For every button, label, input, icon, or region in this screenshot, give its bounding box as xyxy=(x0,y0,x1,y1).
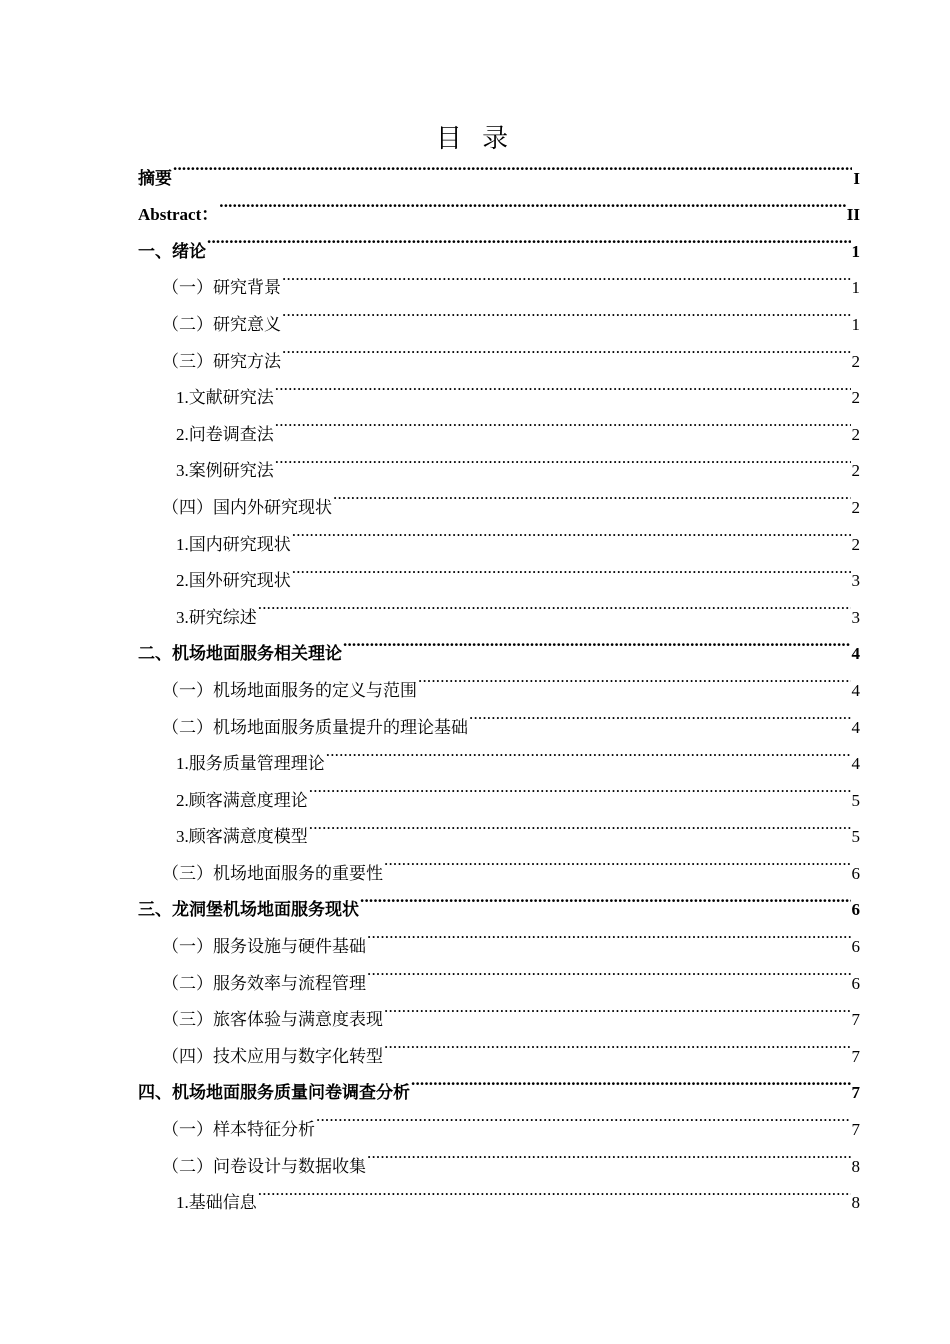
dot-leader xyxy=(333,476,851,513)
dot-leader xyxy=(275,403,851,440)
toc-entry-label: 3.顾客满意度模型 xyxy=(176,827,308,847)
toc-entry-page-number: 6 xyxy=(851,973,860,993)
dot-leader xyxy=(292,550,851,587)
toc-entry-label: 三、龙洞堡机场地面服务现状 xyxy=(138,900,359,920)
toc-title: 目 录 xyxy=(435,124,515,154)
toc-entry-label: Abstract： xyxy=(138,205,219,225)
toc-entry-page-number: 3 xyxy=(851,607,860,627)
toc-entry-page-number: 2 xyxy=(851,424,860,444)
toc-entry-page-number: 7 xyxy=(851,1120,860,1140)
toc-entry-label: 2.问卷调查法 xyxy=(176,424,274,444)
dot-leader xyxy=(343,623,851,660)
toc-entry-page-number: 7 xyxy=(851,1046,860,1066)
toc-entry-label: 1.服务质量管理理论 xyxy=(176,754,325,774)
toc-entry[interactable] xyxy=(138,184,860,225)
toc-entry-label: 2.国外研究现状 xyxy=(176,571,291,591)
toc-entry-page-number: 2 xyxy=(851,388,860,408)
toc-entry-page-number: 4 xyxy=(851,754,860,774)
toc-entry-page-number: 4 xyxy=(851,644,860,664)
toc-entry-page-number: 5 xyxy=(851,790,860,810)
toc-entry[interactable] xyxy=(138,257,860,298)
dot-leader xyxy=(418,659,851,696)
dot-leader xyxy=(309,769,851,806)
dot-leader xyxy=(367,915,851,952)
dot-leader xyxy=(292,513,851,550)
toc-entry-label: （三）机场地面服务的重要性 xyxy=(162,863,383,883)
toc-entry-label: （三）研究方法 xyxy=(162,351,281,371)
dot-leader xyxy=(207,220,851,257)
dot-leader xyxy=(367,952,851,989)
dot-leader xyxy=(384,989,851,1026)
toc-entry-page-number: 1 xyxy=(851,241,860,261)
dot-leader xyxy=(316,1098,851,1135)
toc-entry-page-number: I xyxy=(853,168,860,188)
toc-entry-label: （一）样本特征分析 xyxy=(162,1120,315,1140)
dot-leader xyxy=(275,367,851,404)
dot-leader xyxy=(282,257,851,294)
toc-entry-page-number: 4 xyxy=(851,717,860,737)
toc-entry-label: （二）服务效率与流程管理 xyxy=(162,973,366,993)
toc-entry-label: 2.顾客满意度理论 xyxy=(176,790,308,810)
toc-entry-page-number: 1 xyxy=(851,314,860,334)
dot-leader xyxy=(275,440,851,477)
toc-entry-label: （四）技术应用与数字化转型 xyxy=(162,1046,383,1066)
toc-entry[interactable] xyxy=(138,220,860,261)
toc-entry-page-number: 3 xyxy=(851,571,860,591)
dot-leader xyxy=(384,1025,851,1062)
dot-leader xyxy=(367,1135,851,1172)
dot-leader xyxy=(360,879,851,916)
toc-entry-page-number: 1 xyxy=(851,278,860,298)
toc-entry-label: （四）国内外研究现状 xyxy=(162,497,332,517)
toc-entry-label: （二）研究意义 xyxy=(162,314,281,334)
dot-leader xyxy=(282,330,851,367)
toc-entry-page-number: 6 xyxy=(851,900,860,920)
toc-entry-label: （二）机场地面服务质量提升的理论基础 xyxy=(162,717,468,737)
toc-entry-label: 1.国内研究现状 xyxy=(176,534,291,554)
toc-list xyxy=(138,147,860,1213)
toc-entry-page-number: 4 xyxy=(851,680,860,700)
toc-entry-label: （一）研究背景 xyxy=(162,278,281,298)
toc-entry-page-number: 8 xyxy=(851,1193,860,1213)
dot-leader xyxy=(258,586,851,623)
dot-leader xyxy=(384,842,851,879)
toc-entry-label: 摘要 xyxy=(138,168,172,188)
toc-entry-label: （一）机场地面服务的定义与范围 xyxy=(162,680,417,700)
dot-leader xyxy=(173,147,852,184)
toc-entry-page-number: 2 xyxy=(851,497,860,517)
toc-entry-page-number: 7 xyxy=(851,1083,860,1103)
toc-entry-label: （一）服务设施与硬件基础 xyxy=(162,937,366,957)
toc-entry-page-number: 5 xyxy=(851,827,860,847)
toc-entry-page-number: 7 xyxy=(851,1010,860,1030)
toc-entry-label: （二）问卷设计与数据收集 xyxy=(162,1156,366,1176)
toc-entry-page-number: 6 xyxy=(851,937,860,957)
toc-entry-label: 一、绪论 xyxy=(138,241,206,261)
dot-leader xyxy=(469,696,851,733)
toc-entry-label: 二、机场地面服务相关理论 xyxy=(138,644,342,664)
dot-leader xyxy=(326,733,851,770)
dot-leader xyxy=(282,293,851,330)
dot-leader xyxy=(258,1172,851,1209)
toc-entry-label: （三）旅客体验与满意度表现 xyxy=(162,1010,383,1030)
dot-leader xyxy=(411,1062,851,1099)
toc-entry-page-number: 8 xyxy=(851,1156,860,1176)
toc-entry-page-number: II xyxy=(846,205,860,225)
toc-entry-page-number: 2 xyxy=(851,461,860,481)
toc-entry-label: 四、机场地面服务质量问卷调查分析 xyxy=(138,1083,410,1103)
toc-entry-page-number: 2 xyxy=(851,351,860,371)
toc-entry-page-number: 2 xyxy=(851,534,860,554)
dot-leader xyxy=(219,184,846,221)
toc-entry-page-number: 6 xyxy=(851,863,860,883)
dot-leader xyxy=(309,806,851,843)
toc-entry-label: 3.研究综述 xyxy=(176,607,257,627)
toc-entry[interactable] xyxy=(138,147,860,188)
toc-entry-label: 1.基础信息 xyxy=(176,1193,257,1213)
toc-entry-label: 1.文献研究法 xyxy=(176,388,274,408)
toc-entry-label: 3.案例研究法 xyxy=(176,461,274,481)
